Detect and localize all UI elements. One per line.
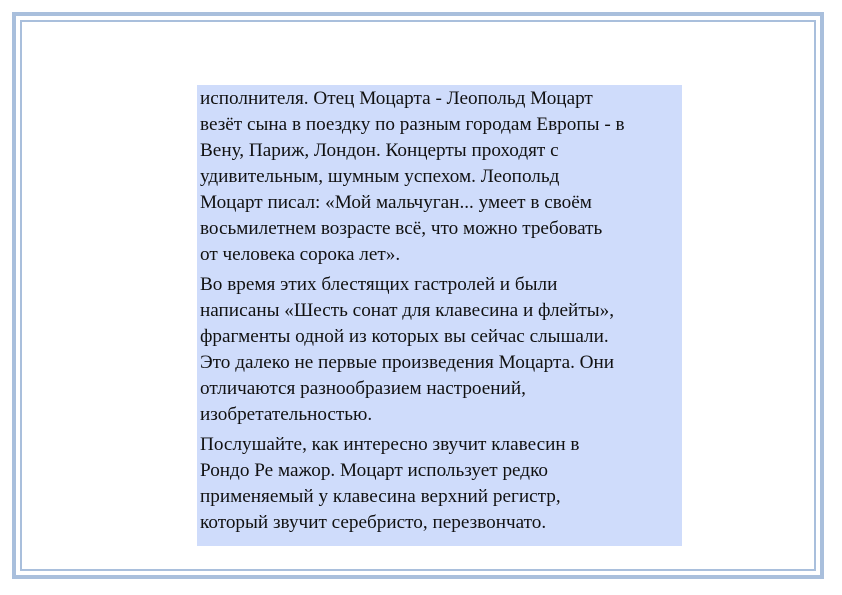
text-line: написаны «Шесть сонат для клавесина и флейты», xyxy=(200,300,614,321)
text-line: который звучит серебристо, перезвончато. xyxy=(200,512,547,533)
text-line: Во время этих блестящих гастролей и были xyxy=(200,274,558,295)
text-line: от человека сорока лет». xyxy=(200,244,401,265)
text-line: удивительным, шумным успехом. Леопольд xyxy=(200,166,560,187)
paragraph-1 xyxy=(200,86,680,268)
text-line: применяемый у клавесина верхний регистр, xyxy=(200,486,561,507)
text-line: восьмилетнем возрасте всё, что можно требовать xyxy=(200,218,603,239)
text-line: Это далеко не первые произведения Моцарта. Они xyxy=(200,352,615,373)
paragraph-2 xyxy=(200,272,680,428)
text-box xyxy=(197,85,682,546)
text-line: Послушайте, как интересно звучит клавесин в xyxy=(200,434,580,455)
text-line: везёт сына в поездку по разным городам Европы - в xyxy=(200,114,625,135)
text-line: изобретательностью. xyxy=(200,404,373,425)
text-line: Вену, Париж, Лондон. Концерты проходят с xyxy=(200,140,559,161)
text-line: исполнителя. Отец Моцарта - Леопольд Моцарт xyxy=(200,88,593,109)
text-line: фрагменты одной из которых вы сейчас слышали. xyxy=(200,326,609,347)
text-line: Рондо Ре мажор. Моцарт использует редко xyxy=(200,460,549,481)
text-line: отличаются разнообразием настроений, xyxy=(200,378,526,399)
paragraph-3 xyxy=(200,432,680,536)
text-line: Моцарт писал: «Мой мальчуган... умеет в своём xyxy=(200,192,592,213)
